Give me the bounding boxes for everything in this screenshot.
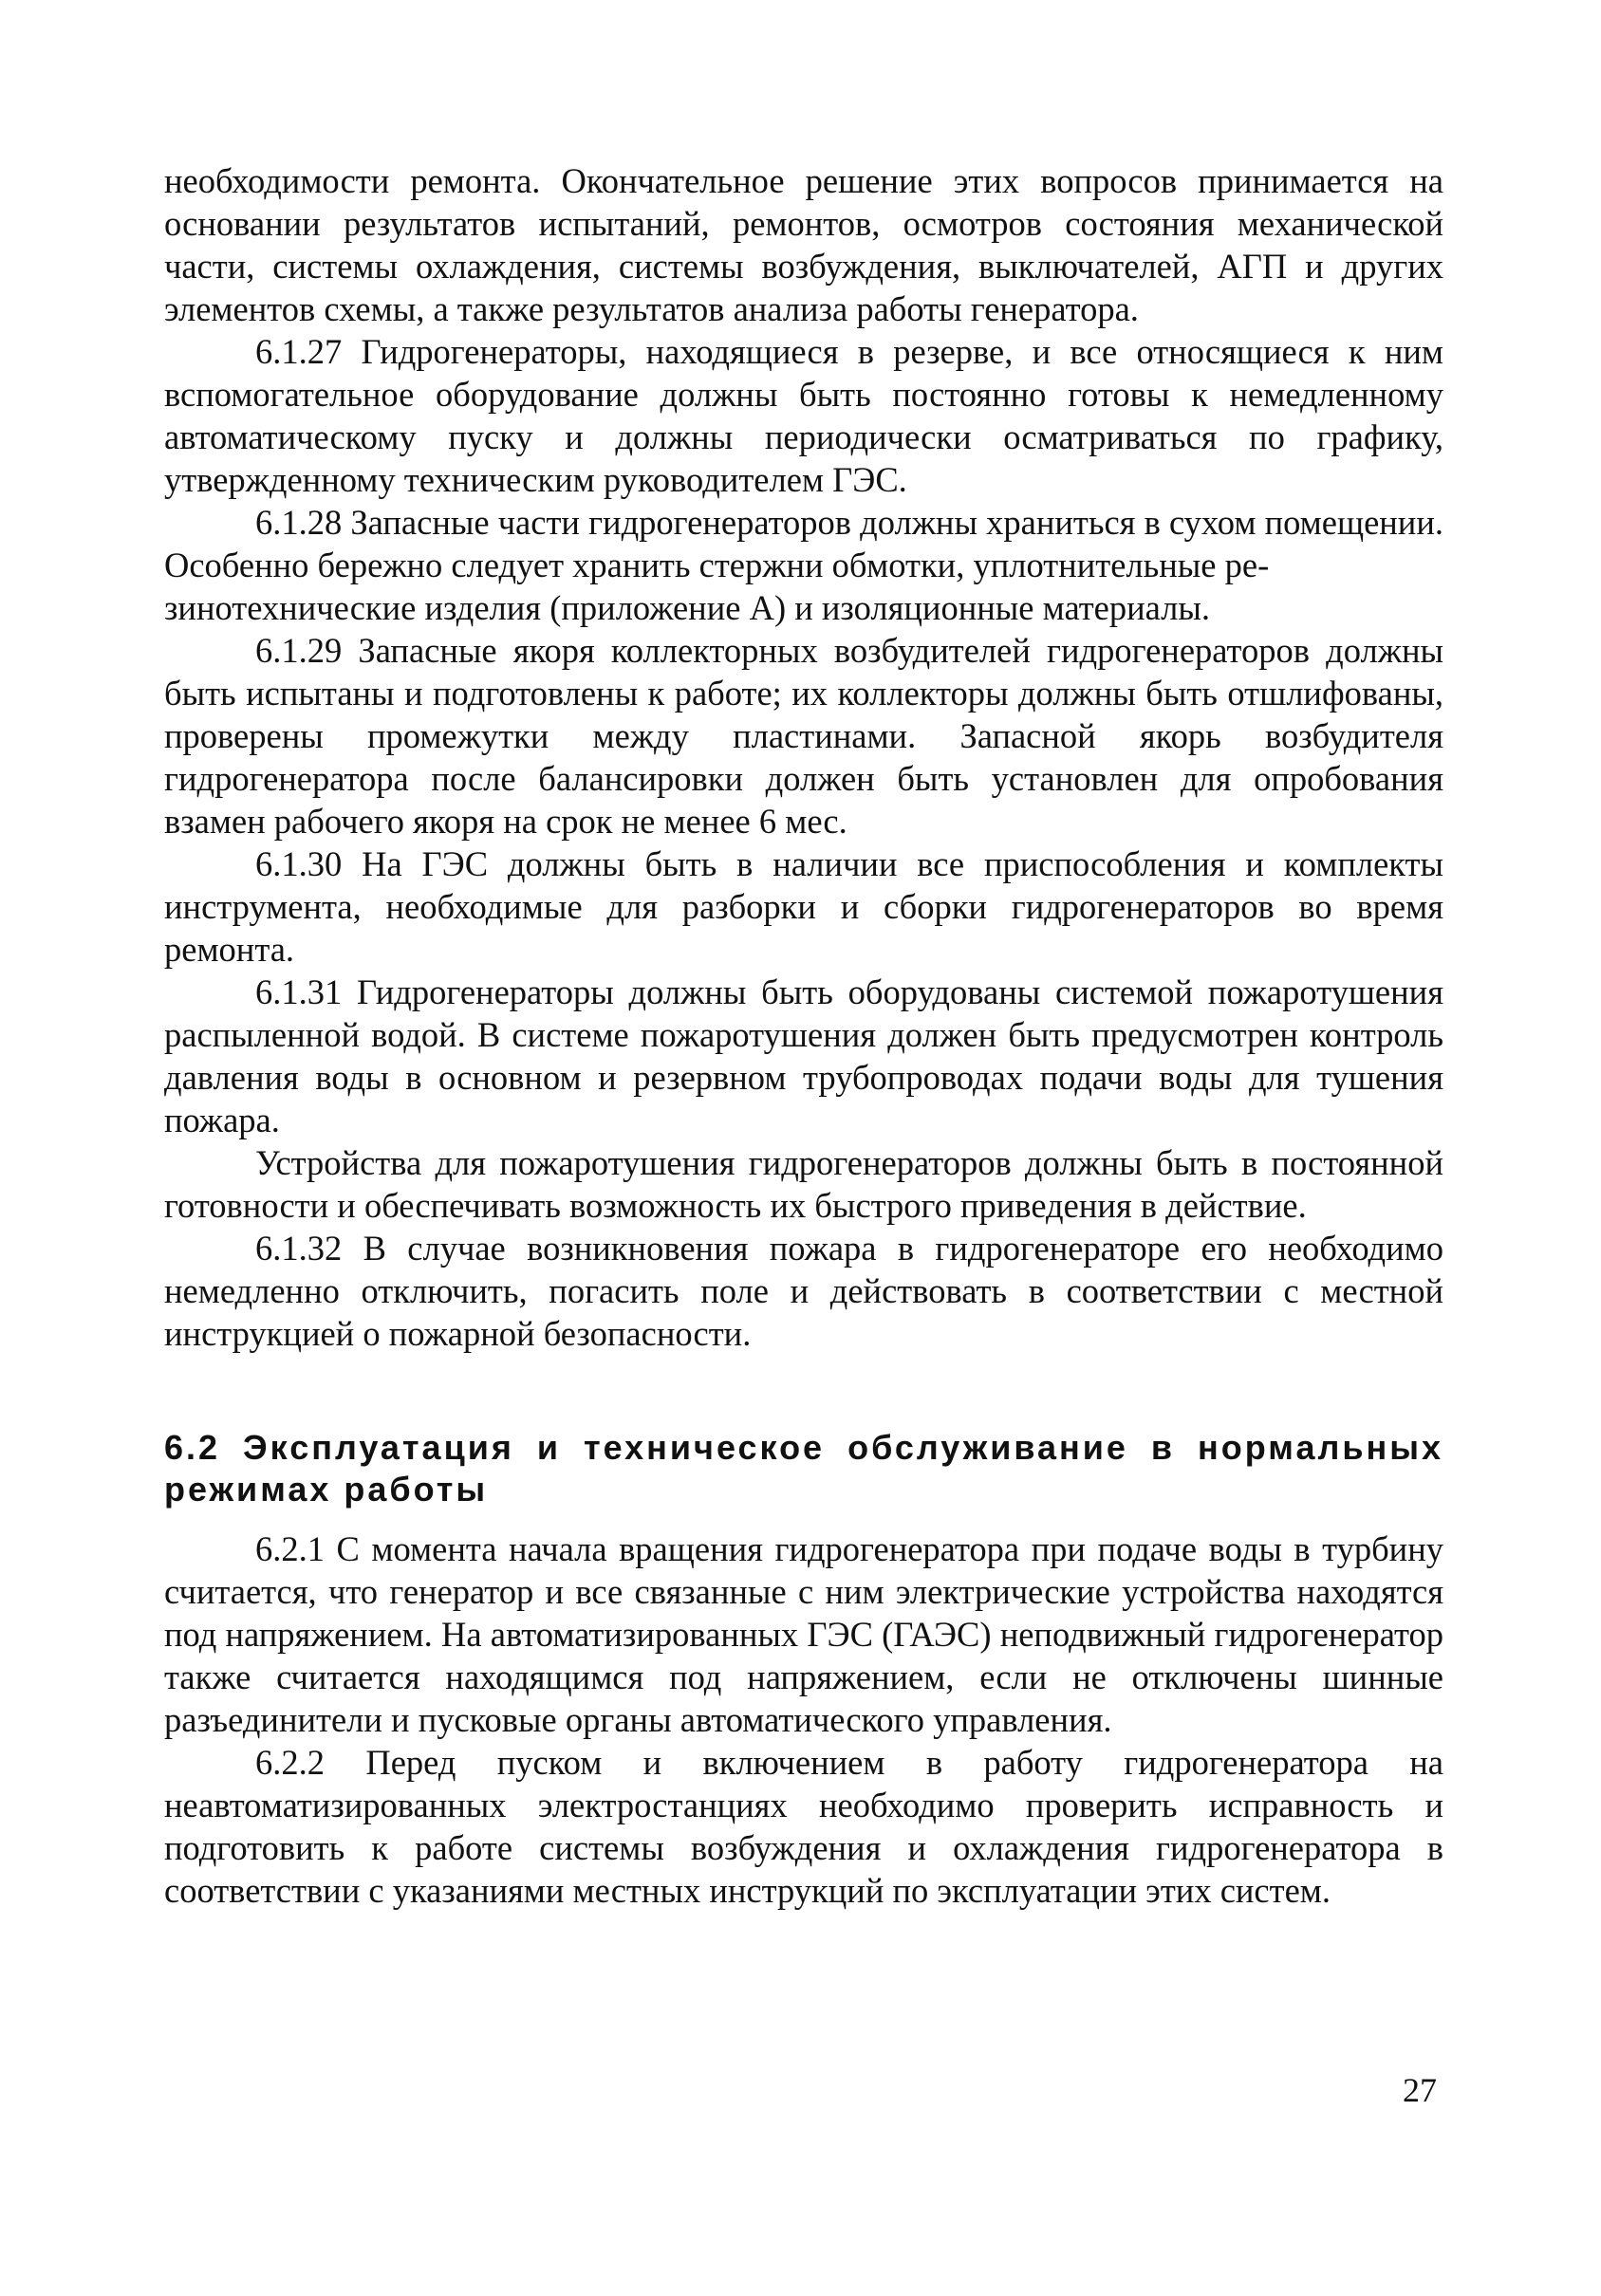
document-page [164, 159, 1443, 1912]
paragraph-6-1-28: 6.1.28 Запасные части гидрогенераторов должны храниться в сухом помещении. Особенно бережно следует хранить стержни обмотки, уплотнительные ре- [164, 503, 1443, 584]
paragraph-fire-devices: Устройства для пожаротушения гидрогенераторов должны быть в постоянной готовности и обеспечивать возможность их быстрого приведения в действие. [164, 1143, 1443, 1225]
paragraph-6-1-32: 6.1.32 В случае возникновения пожара в гидрогенераторе его необходимо немедленно отключить, погасить поле и действовать в соответствии с местной инструкцией о пожарной безопасности. [164, 1229, 1443, 1353]
paragraph-6-2-2: 6.2.2 Перед пуском и включением в работу гидрогенератора на неавтоматизированных электростанциях необходимо проверить исправность и подготовить к работе системы возбуждения и охлаждения гидрогенератора в соответствии с указаниями местных инструкций по эксплуатации этих систем. [164, 1743, 1443, 1910]
paragraph-continuation: необходимости ремонта. Окончательное решение этих вопросов принимается на основании результатов испытаний, ремонтов, осмотров состояния механической части, системы охлаждения, системы возбуждения, выключателей, АГП и других элементов схемы, а также результатов анализа работы генератора. [164, 161, 1443, 328]
paragraph-6-1-31: 6.1.31 Гидрогенераторы должны быть оборудованы системой пожаротушения распыленной водой. В системе пожаротушения должен быть предусмотрен контроль давления воды в основном и резервном трубопроводах подачи воды для тушения пожара. [164, 972, 1443, 1139]
paragraph-6-1-28-continuation: зинотехнические изделия (приложение А) и изоляционные материалы. [164, 588, 1211, 627]
paragraph-6-1-27: 6.1.27 Гидрогенераторы, находящиеся в резерве, и все относящиеся к ним вспомогательное оборудование должны быть постоянно готовы к немедленному автоматическому пуску и должны периодически осматриваться по графику, утвержденному техническим руководителем ГЭС. [164, 332, 1443, 499]
paragraph-6-1-29: 6.1.29 Запасные якоря коллекторных возбудителей гидрогенераторов должны быть испытаны и подготовлены к работе; их коллекторы должны быть отшлифованы, проверены промежутки между пластинами. Запасной якорь возбудителя гидрогенератора после балансировки должен быть установлен для опробования взамен рабочего якоря на срок не менее 6 мес. [164, 631, 1443, 841]
paragraph-6-2-1: 6.2.1 С момента начала вращения гидрогенератора при подаче воды в турбину считается, что генератор и все связанные с ним электрические устройства находятся под напряжением. На автоматизированных ГЭС (ГАЭС) неподвижный гидрогенератор также считается находящимся под напряжением, если не отключены шинные разъединители и пусковые органы автоматического управления. [164, 1529, 1443, 1739]
paragraph-6-1-30: 6.1.30 На ГЭС должны быть в наличии все приспособления и комплекты инструмента, необходимые для разборки и сборки гидрогенераторов во время ремонта. [164, 844, 1443, 969]
page-number: 27 [1403, 2071, 1437, 2109]
section-heading-6-2: 6.2 Эксплуатация и техническое обслуживание в нормальных режимах работы [164, 1428, 1443, 1509]
